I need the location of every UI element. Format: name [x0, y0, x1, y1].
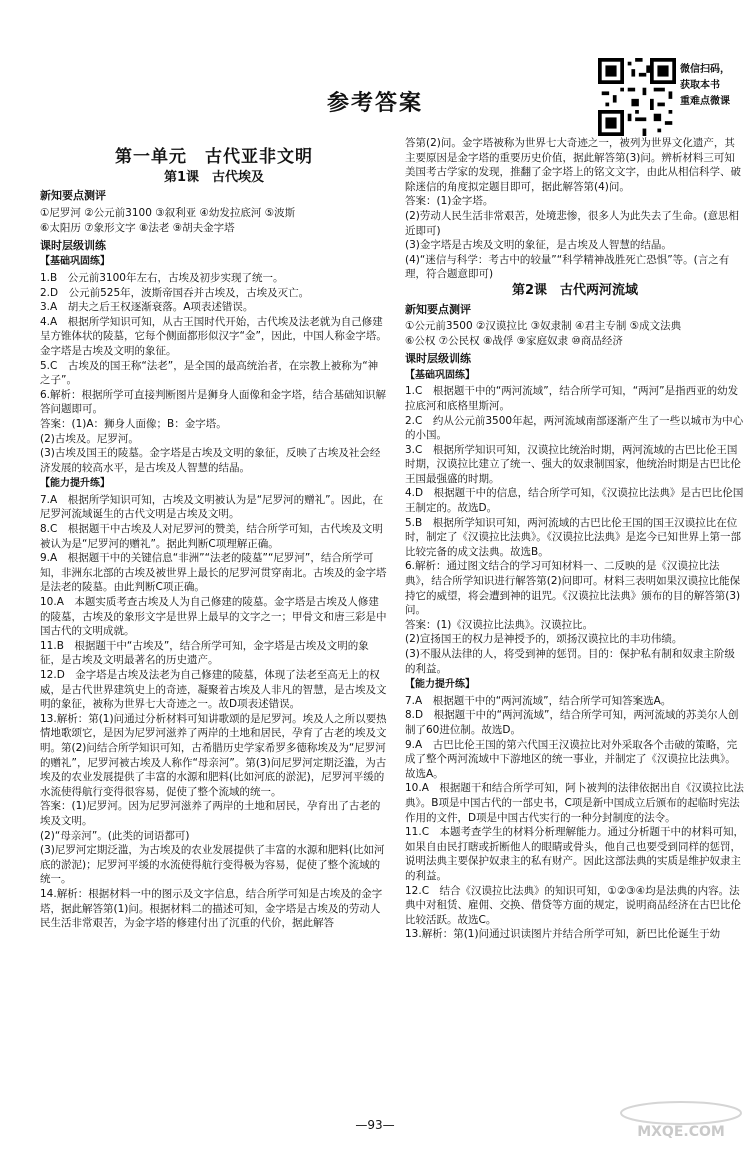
qr-code-icon[interactable] — [598, 58, 676, 136]
watermark-logo — [616, 1100, 746, 1148]
answer-line: 2.D 公元前525年，波斯帝国吞并古埃及，古埃及灭亡。 — [40, 286, 310, 299]
answer-line: 13.解析：第(1)问通过识读图片并结合所学可知，新巴比伦诞生于幼 — [405, 928, 721, 941]
answer-line: 2.C 约从公元前3500年起，两河流域南部逐渐产生了一些以城市为中心的小国。 — [405, 414, 744, 442]
page-title: 参考答案 — [326, 91, 423, 116]
answer-line: (3)古埃及国王的陵墓。金字塔是古埃及文明的象征，反映了古埃及社会经济发展的较高水平，是古埃及人智慧的结晶。 — [40, 447, 381, 474]
answer-line: 答案：(1)尼罗河。因为尼罗河滋养了两岸的土地和居民，孕育出了古老的埃及文明。 — [40, 800, 381, 827]
answer-line: 11.C 本题考查学生的材料分析理解能力。通过分析题干中的材料可知，如果自由民打瞎或折断他人的眼睛或骨头，他自己也要受到同样的惩罚，说明法典主要保护奴隶主的私有财产。因此这部法典的实质是维护奴隶主的利益。 — [405, 826, 745, 882]
answer-line: 1.C 根据题干中的“两河流域”，结合所学可知，“两河”是指西亚的幼发拉底河和底格里斯河。 — [405, 385, 739, 412]
lesson-title: 第1课 古代埃及 — [163, 169, 265, 185]
watermark-text: MXQE.COM — [637, 1124, 725, 1140]
qr-caption-line: 微信扫码， — [680, 64, 730, 75]
answer-line: 4.D 根据题干中的信息，结合所学可知，《汉谟拉比法典》是古巴比伦国王制定的。故选D。 — [405, 487, 744, 515]
qr-caption-line: 重难点微课 — [680, 96, 730, 107]
answer-line: 5.C 古埃及的国王称“法老”，是全国的最高统治者，在宗教上被称为“神之子”。 — [40, 359, 379, 387]
unit-title: 第一单元 古代亚非文明 — [115, 147, 313, 167]
subsection-heading: 【能力提升练】 — [40, 478, 110, 490]
answer-line: 3.A 胡夫之后王权逐渐衰落。A项表述错误。 — [40, 301, 254, 314]
right-column — [405, 136, 745, 942]
qr-caption-line: 获取本书 — [680, 80, 720, 91]
section-heading: 课时层级训练 — [40, 238, 106, 252]
answer-line: 答案：(1)金字塔。 — [405, 195, 494, 208]
answer-line: 答第(2)问。金字塔被称为世界七大奇迹之一，被列为世界文化遗产，其主要原因是金字塔的重要历史价值，据此解答第(3)问。辨析材料三可知美国考古学家的发现，推翻了金字塔上的铭文文字，由此从相信科学、破除迷信的角度拟定题目即可，据此解答第(4)问。 — [405, 137, 741, 193]
subsection-heading: 【能力提升练】 — [405, 679, 475, 691]
subsection-heading: 【基础巩固练】 — [40, 256, 110, 268]
answer-line: 4.A 根据所学知识可知，从古王国时代开始，古代埃及法老就为自己修建呈方锥体状的陵墓，它每个侧面都形似汉字“金”，因此，中国人称金字塔。金字塔是古埃及文明的象征。 — [40, 315, 387, 357]
section-heading: 课时层级训练 — [405, 352, 471, 366]
page-number: —93— — [355, 1118, 395, 1132]
qr-caption — [680, 62, 748, 110]
answer-line: 7.A 根据题干中的“两河流域”，结合所学可知答案选A。 — [405, 694, 672, 707]
answer-line: (2)“母亲河”。(此类的词语都可) — [40, 829, 190, 842]
watermark-shape-icon — [616, 1100, 746, 1126]
answer-line: 8.D 根据题干中的“两河流域”，结合所学可知，两河流域的苏美尔人创制了60进位制。故选D。 — [405, 709, 739, 736]
answer-line: 9.A 根据题干中的关键信息“非洲”“法老的陵墓”“尼罗河”，结合所学可知，非洲东北部的古埃及被世界上最长的尼罗河贯穿南北。古埃及的金字塔是法老的陵墓。由此判断C项正确。 — [40, 552, 387, 594]
answer-line: (4)“迷信与科学：考古中的较量”“科学精神战胜死亡恐惧”等。(言之有理，符合题意即可) — [405, 253, 730, 281]
answer-line: 答案：(1)A：狮身人面像；B：金字塔。 — [40, 417, 227, 430]
answer-line: 10.A 根据题干和结合所学可知，阿卜被判的法律依据出自《汉谟拉比法典》。B项是中国古代的一部史书，C项是新中国成立后颁布的起临时宪法作用的文件，D项是中国古代实行的一种分封制度的法令。 — [405, 782, 744, 824]
answer-line: 12.D 金字塔是古埃及法老为自己修建的陵墓，体现了法老至高无上的权威，是古代世界建筑史上的奇迹，凝聚着古埃及人非凡的智慧，是古埃及文明的象征，被称为世界七大奇迹之一。故D项表述错误。 — [40, 669, 387, 711]
answer-line: 5.B 根据所学知识可知，两河流域的古巴比伦王国的国王汉谟拉比在位时，制定了《汉谟拉比法典》。《汉谟拉比法典》是迄今已知世界上第一部比较完备的成文法典。故选B。 — [405, 516, 741, 558]
section-heading: 新知要点测评 — [405, 302, 471, 316]
answer-line: (3)尼罗河定期泛滥，为古埃及的农业发展提供了丰富的水源和肥料(比如河底的淤泥)；尼罗河平缓的水流使得航行变得极为容易，促使了整个流域的统一。 — [40, 844, 385, 886]
answer-line: 答案：(1)《汉谟拉比法典》。汉谟拉比。 — [405, 618, 594, 631]
answer-line: 13.解析：第(1)问通过分析材料可知讲歌颂的是尼罗河。埃及人之所以要热情地歌颂它，是因为尼罗河滋养了两岸的土地和居民，孕育了古老的埃及文明。第(2)问结合所学知识可知，古希腊历史学家希罗多德称埃及为“尼罗河的赠礼”，尼罗河被古埃及人称作“母亲河”。第(3)问尼罗河定期泛滥，为古埃及的农业发展提供了丰富的水源和肥料(比如河底的淤泥)，尼罗河平缓的水流使得航行变得很容易，促使了整个流域的统一。 — [40, 712, 387, 798]
section-heading: 新知要点测评 — [40, 189, 106, 203]
answer-line: 12.C 结合《汉谟拉比法典》的知识可知，①②③④均是法典的内容。法典中对租赁、雇佣、交换、借贷等方面的规定，说明商品经济在古巴比伦比较活跃。故选C。 — [405, 884, 741, 926]
answer-line: (2)劳动人民生活非常艰苦，处境悲惨，很多人为此失去了生命。(意思相近即可) — [405, 209, 739, 237]
keyword-line: ⑥太阳历 ⑦象形文字 ⑧法老 ⑨胡夫金字塔 — [40, 221, 235, 234]
answer-line: (2)宣扬国王的权力是神授予的，颂扬汉谟拉比的丰功伟绩。 — [405, 633, 683, 646]
answer-line: 7.A 根据所学知识可知，古埃及文明被认为是“尼罗河的赠礼”。因此，在尼罗河流域诞生的古代文明是古埃及文明。 — [40, 493, 384, 521]
answer-line: 8.C 根据题干中古埃及人对尼罗河的赞美，结合所学可知，古代埃及文明被认为是“尼罗河的赠礼”。据此判断C项理解正确。 — [40, 523, 383, 550]
answer-line: 11.B 根据题干中“古埃及”，结合所学可知，金字塔是古埃及文明的象征，是古埃及文明最著名的历史遗产。 — [40, 639, 369, 667]
answer-line: 6.解析：根据所学可直接判断图片是狮身人面像和金字塔，结合基础知识解答问题即可。 — [40, 388, 387, 416]
keyword-line: ⑥公权 ⑦公民权 ⑧战俘 ⑨家庭奴隶 ⑩商品经济 — [405, 335, 623, 348]
keyword-line: ①公元前3500 ②汉谟拉比 ③奴隶制 ④君主专制 ⑤成文法典 — [405, 320, 682, 333]
answer-line: 1.B 公元前3100年左右，古埃及初步实现了统一。 — [40, 271, 284, 284]
answer-line: 10.A 本题实质考查古埃及人为自己修建的陵墓。金字塔是古埃及人修建的陵墓，古埃及的象形文字是世界上最早的文字之一；甲骨文和唐三彩是中国古代的文明成就。 — [40, 596, 387, 638]
answer-line: (2)古埃及。尼罗河。 — [40, 432, 139, 445]
subsection-heading: 【基础巩固练】 — [405, 369, 475, 381]
keyword-line: ①尼罗河 ②公元前3100 ③叙利亚 ④幼发拉底河 ⑤波斯 — [40, 206, 296, 219]
left-column — [40, 147, 388, 931]
answer-line: 3.C 根据所学知识可知，汉谟拉比统治时期，两河流域的古巴比伦王国时期，汉谟拉比建立了统一、强大的奴隶制国家，他统治时期是古巴比伦王国最强盛的时期。 — [405, 443, 741, 485]
answer-line: (3)不服从法律的人，将受到神的惩罚。目的：保护私有制和奴隶主阶级的利益。 — [405, 648, 735, 675]
lesson-title: 第2课 古代两河流域 — [511, 282, 639, 298]
answer-line: (3)金字塔是古埃及文明的象征，是古埃及人智慧的结晶。 — [405, 239, 672, 252]
answer-line: 6.解析：通过图文结合的学习可知材料一、二反映的是《汉谟拉比法典》，结合所学知识进行解答第(2)问即可。材料三表明如果汉谟拉比能保持它的威望，将会遭到神的诅咒。《汉谟拉比法典》颁布的目的解答第(3)问。 — [405, 560, 741, 617]
answer-line: 9.A 古巴比伦王国的第六代国王汉谟拉比对外采取各个击破的策略，完成了整个两河流域中下游地区的统一事业，并制定了《汉谟拉比法典》。故选A。 — [405, 738, 738, 780]
answer-line: 14.解析：根据材料一中的图示及文字信息，结合所学可知是古埃及的金字塔，据此解答第(1)问。根据材料二的描述可知，金字塔是古埃及的劳动人民生活非常艰苦，为金字塔的修建付出了沉重的代价，据此解答 — [40, 887, 383, 930]
